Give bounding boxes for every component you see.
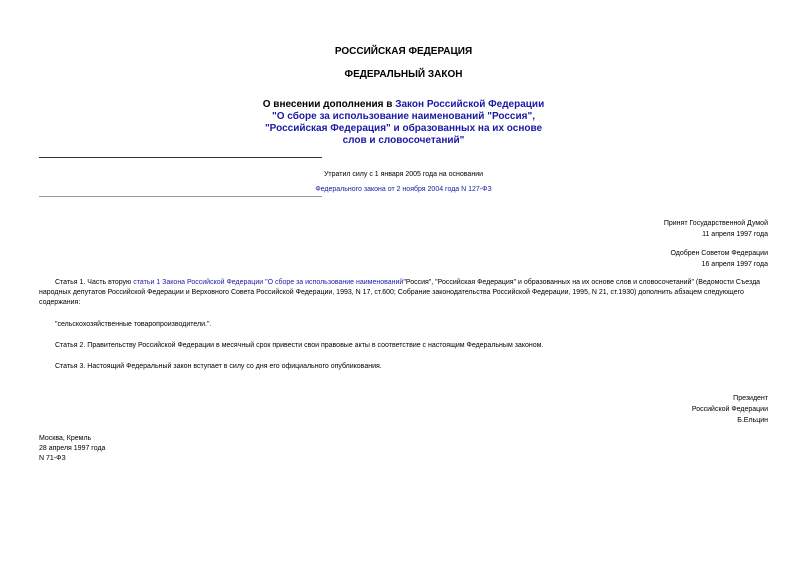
repeal-law-link[interactable]: Федерального закона от 2 ноября 2004 года N 127-ФЗ bbox=[315, 186, 492, 193]
council-date: 16 апреля 1997 года bbox=[701, 261, 768, 268]
article-1 bbox=[39, 278, 769, 308]
repeal-notice bbox=[0, 167, 807, 197]
article-1-prefix: Статья 1. Часть вторую bbox=[55, 279, 134, 286]
law-link[interactable]: Закон Российской Федерации bbox=[395, 99, 545, 110]
title-line-4[interactable]: слов и словосочетаний" bbox=[342, 135, 465, 146]
title-line-3[interactable]: "Российская Федерация" и образованных на их основе bbox=[264, 123, 543, 134]
repeal-notice-text: Утратил силу с 1 января 2005 года на основании bbox=[323, 171, 484, 178]
signature-country: Российской Федерации bbox=[691, 406, 768, 413]
signature-name: Б.Ельцин bbox=[737, 417, 768, 424]
law-title bbox=[0, 99, 807, 147]
article-1-text: "Россия", "Российская Федерация" и образованных на их основе слов и словосочетаний" (Ведомости Съезда народных депутатов Российской Федерации и Верховного Совета Российской Федерации, 1993, N 17, ст.600; Собрание законодательства Российской Федерации, 1995, N 21, ст.1930) дополнить абзацем следующего содержания: bbox=[39, 279, 761, 306]
title-prefix: О внесении дополнения в bbox=[262, 99, 396, 110]
country-heading: РОССИЙСКАЯ ФЕДЕРАЦИЯ bbox=[334, 46, 473, 57]
article-1-quote: "сельскохозяйственные товаропроизводители.". bbox=[55, 321, 212, 328]
place-date: 28 апреля 1997 года bbox=[39, 445, 106, 452]
duma-text: Принят Государственной Думой bbox=[663, 220, 768, 227]
place-city: Москва, Кремль bbox=[39, 435, 92, 442]
law-number: N 71-ФЗ bbox=[39, 455, 66, 462]
duma-adoption bbox=[664, 218, 768, 240]
signature-block bbox=[692, 393, 768, 426]
divider-top bbox=[39, 157, 322, 158]
divider-bottom bbox=[39, 196, 322, 197]
duma-date: 11 апреля 1997 года bbox=[702, 231, 768, 238]
law-name-link[interactable]: "О сборе за использование наименований bbox=[265, 279, 404, 286]
title-line-1 bbox=[0, 99, 807, 111]
doc-type-heading: ФЕДЕРАЛЬНЫЙ ЗАКОН bbox=[344, 69, 463, 80]
council-text: Одобрен Советом Федерации bbox=[670, 250, 768, 257]
council-approval bbox=[670, 248, 768, 270]
title-line-2[interactable]: "О сборе за использование наименований "Россия", bbox=[272, 111, 535, 122]
article-2: Статья 2. Правительству Российской Федерации в месячный срок привести свои правовые акты в соответствие с настоящим Федеральным законом. bbox=[55, 342, 544, 349]
place-date-block bbox=[39, 434, 105, 464]
article-3: Статья 3. Настоящий Федеральный закон вступает в силу со дня его официального опубликования. bbox=[55, 363, 382, 370]
article-1-link[interactable]: статьи 1 Закона Российской Федерации bbox=[133, 279, 264, 286]
signature-role: Президент bbox=[733, 395, 768, 402]
